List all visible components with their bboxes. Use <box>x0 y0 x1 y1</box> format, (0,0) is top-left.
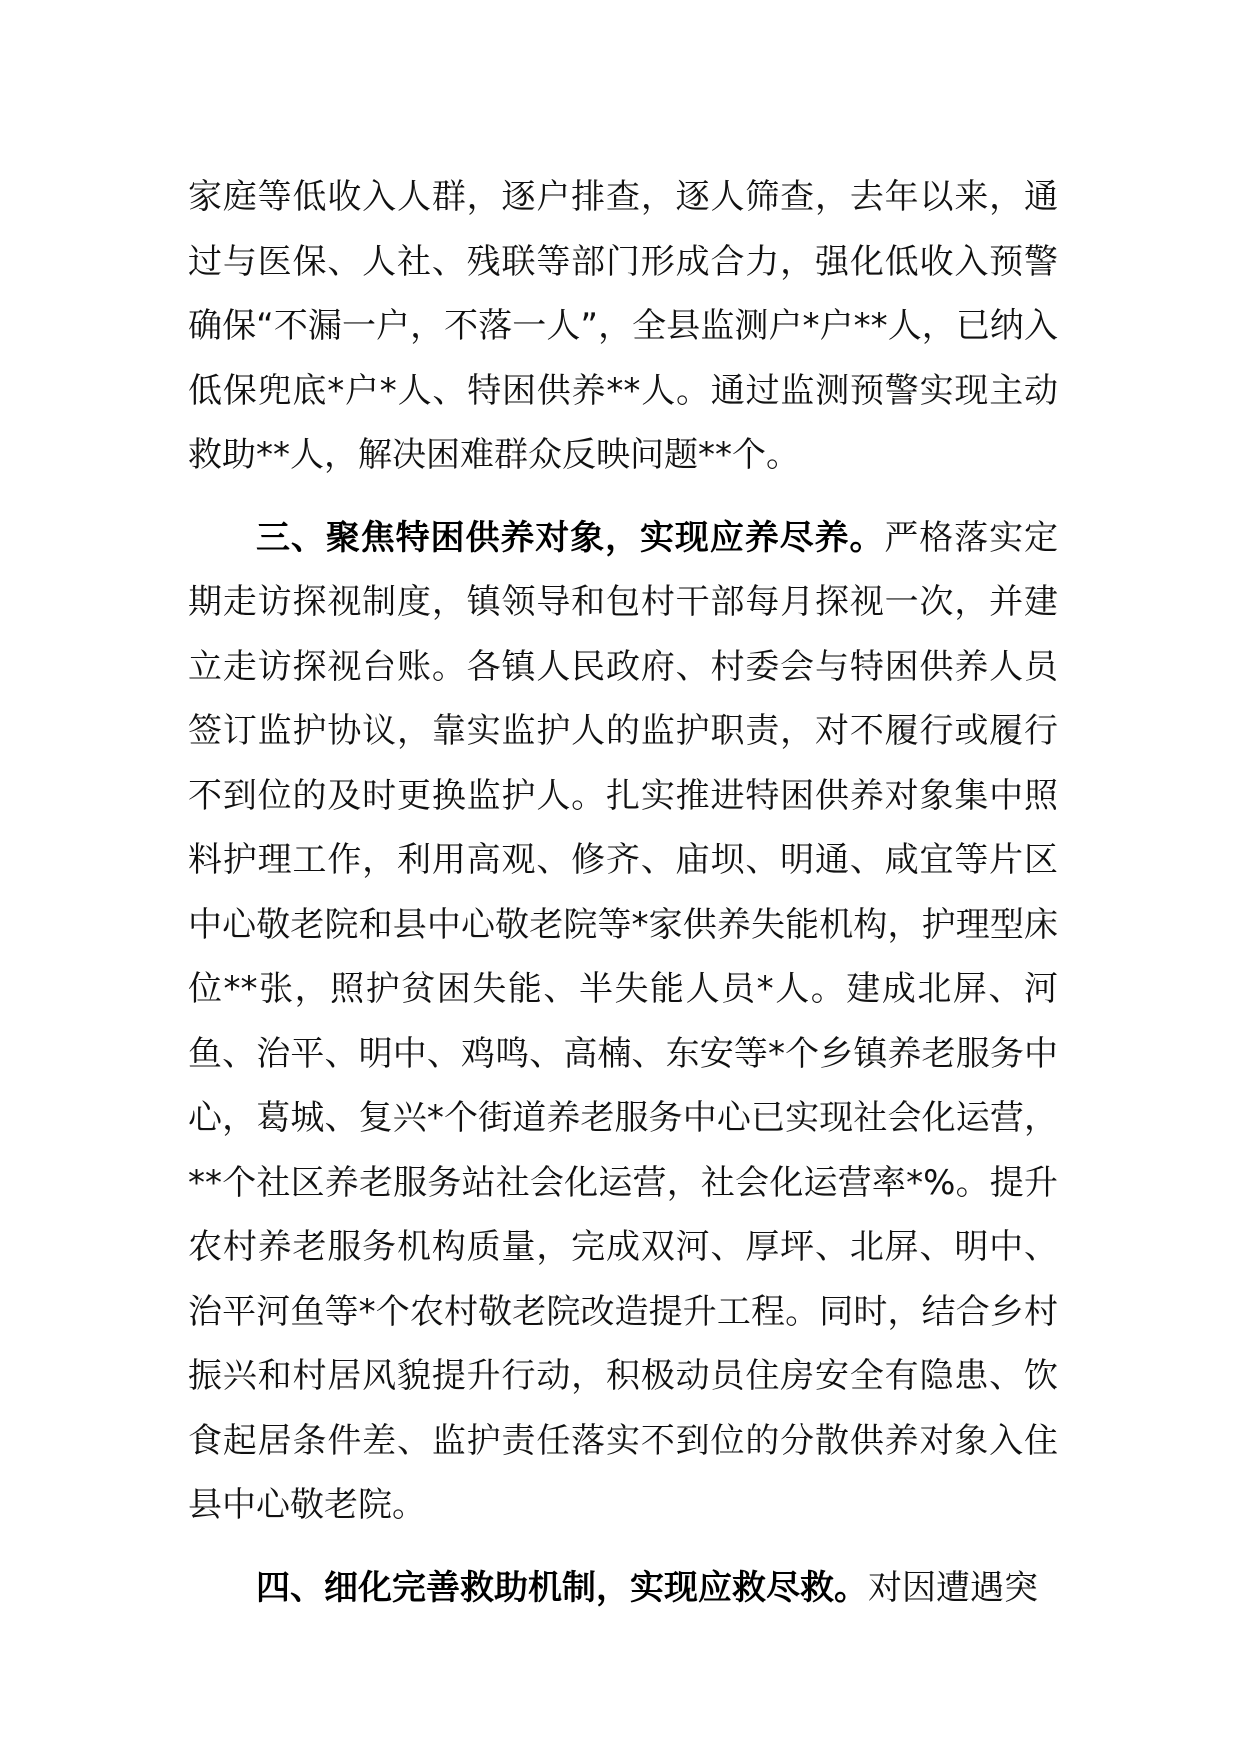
document-page <box>188 165 1058 1620</box>
paragraph-body: 严格落实定期走访探视制度，镇领导和包村干部每月探视一次，并建立走访探视台账。各镇人民政府、村委会与特困供养人员签订监护协议，靠实监护人的监护职责，对不履行或履行不到位的及时更换监护人。扎实推进特困供养对象集中照料护理工作，利用高观、修齐、庙坝、明通、咸宜等片区中心敬老院和县中心敬老院等*家供养失能机构，护理型床位**张，照护贫困失能、半失能人员*人。建成北屏、河鱼、治平、明中、鸡鸣、高楠、东安等*个乡镇养老服务中心，葛城、复兴*个街道养老服务中心已实现社会化运营，**个社区养老服务站社会化运营，社会化运营率*%。提升农村养老服务机构质量，完成双河、厚坪、北屏、明中、治平河鱼等*个农村敬老院改造提升工程。同时，结合乡村振兴和村居风貌提升行动，积极动员住房安全有隐患、饮食起居条件差、监护责任落实不到位的分散供养对象入住县中心敬老院。 <box>188 517 1059 1525</box>
section-three-paragraph <box>188 506 1058 1538</box>
section-heading: 四、细化完善救助机制，实现应救尽救。 <box>256 1567 868 1608</box>
section-heading: 三、聚焦特困供养对象，实现应养尽养。 <box>256 517 885 558</box>
section-four-paragraph <box>188 1556 1058 1621</box>
paragraph-body: 家庭等低收入人群，逐户排查，逐人筛查，去年以来，通过与医保、人社、残联等部门形成合力，强化低收入预警确保“不漏一户，不落一人”，全县监测户*户**人，已纳入低保兜底*户*人、特困供养**人。通过监测预警实现主动救助**人，解决困难群众反映问题**个。 <box>188 177 1058 475</box>
paragraph-body: 对因遭遇突 <box>868 1567 1038 1608</box>
paragraph-continuation <box>188 165 1058 488</box>
